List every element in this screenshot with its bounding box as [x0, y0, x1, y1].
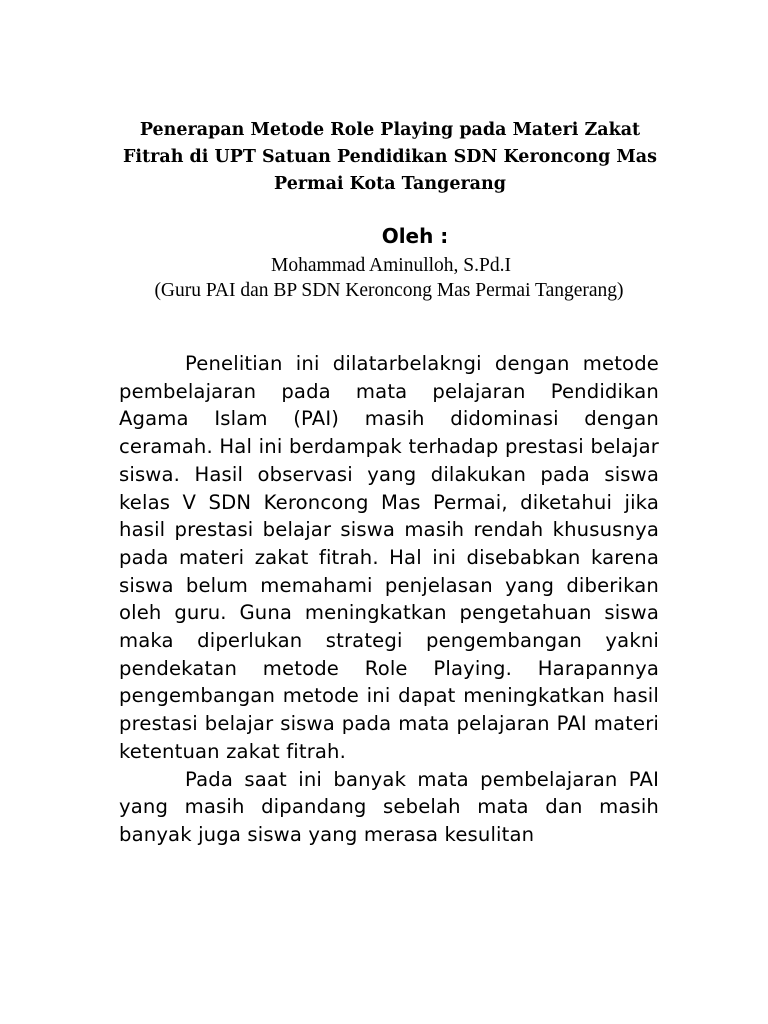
paragraph-1: Penelitian ini dilatarbelakngi dengan metode pembelajaran pada mata pelajaran Pendidikan Agama Islam (PAI) masih didominasi dengan ceramah. Hal ini berdampak terhadap prestasi belajar siswa. Hasil observasi yang dilakukan pada siswa kelas V SDN Keroncong Mas Permai, diketahui jika hasil prestasi belajar siswa masih rendah khususnya pada materi zakat fitrah. Hal ini disebabkan karena siswa belum memahami penjelasan yang diberikan oleh guru. Guna meningkatkan pengetahuan siswa maka diperlukan strategi pengembangan yakni pendekatan metode Role Playing. Harapannya pengembangan metode ini dapat meningkatkan hasil prestasi belajar siswa pada mata pelajaran PAI materi ketentuan zakat fitrah. — [119, 352, 659, 763]
author-affiliation: (Guru PAI dan BP SDN Keroncong Mas Permai Tangerang) — [154, 280, 624, 301]
by-label: Oleh : — [381, 224, 449, 248]
body-text — [119, 350, 659, 849]
title-line-3: Permai Kota Tangerang — [274, 174, 506, 194]
paragraph-2: Pada saat ini banyak mata pembelajaran PAI yang masih dipandang sebelah mata dan masih banyak juga siswa yang merasa kesulitan — [119, 767, 659, 846]
title-line-2: Fitrah di UPT Satuan Pendidikan SDN Keroncong Mas — [123, 147, 657, 167]
document-title — [110, 117, 670, 198]
title-line-1: Penerapan Metode Role Playing pada Materi Zakat — [139, 120, 641, 140]
author-name: Mohammad Aminulloh, S.Pd.I — [271, 255, 511, 276]
